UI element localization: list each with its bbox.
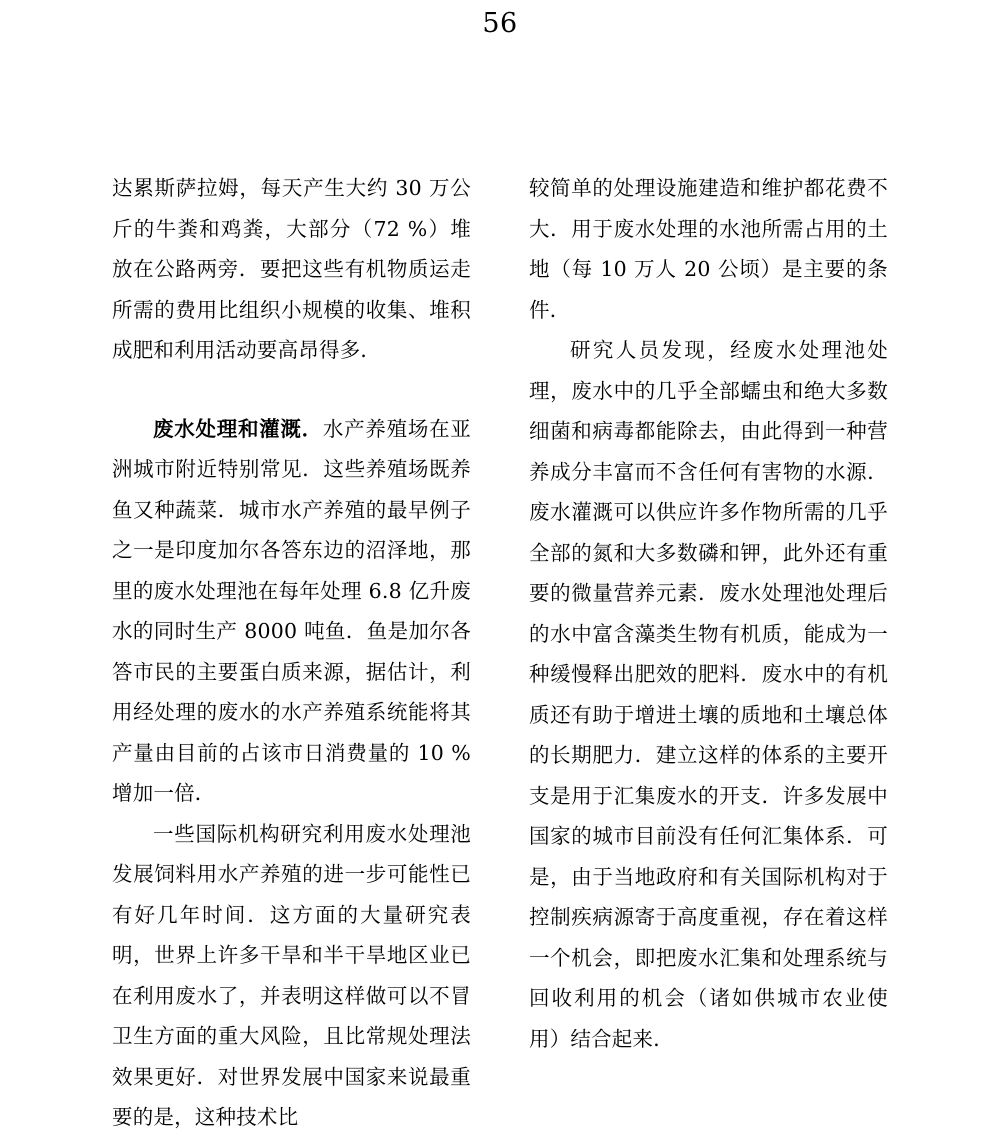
- right-column: [529, 168, 888, 1138]
- paragraph: 达累斯萨拉姆，每天产生大约 30 万公斤的牛粪和鸡粪，大部分（72 %）堆放在公路两旁．要把这些有机物质运走所需的费用比组织小规模的收集、堆积成肥和利用活动要高昂得多．: [112, 176, 471, 362]
- paragraph: 一些国际机构研究利用废水处理池发展饲料用水产养殖的进一步可能性已有好几年时间．这方面的大量研究表明，世界上许多干旱和半干旱地区业已在利用废水了，并表明这样做可以不冒卫生方面的重大风险，且比常规处理法效果更好．对世界发展中国家来说最重要的是，这种技术比: [112, 821, 471, 1129]
- paragraph: 研究人员发现，经废水处理池处理，废水中的几乎全部蠕虫和绝大多数细菌和病毒都能除去，由此得到一种营养成分丰富而不含任何有害物的水源．废水灌溉可以供应许多作物所需的几乎全部的氮和大多数磷和钾，此外还有重要的微量营养元素．废水处理池处理后的水中富含藻类生物有机质，能成为一种缓慢释出肥效的肥料．废水中的有机质还有助于增进土壤的质地和土壤总体的长期肥力．建立这样的体系的主要开支是用于汇集废水的开支．许多发展中国家的城市目前没有任何汇集体系．可是，由于当地政府和有关国际机构对于控制疾病源寄于高度重视，存在着这样一个机会，即把废水汇集和处理系统与回收利用的机会（诸如供城市农业使用）结合起来．: [529, 338, 888, 1051]
- paragraph: [112, 409, 471, 814]
- text-columns: [112, 168, 888, 1138]
- page-number: 56: [482, 8, 518, 39]
- left-column: [112, 168, 471, 1138]
- run-in-heading: 废水处理和灌溉．: [153, 416, 323, 441]
- paragraph: 较简单的处理设施建造和维护都花费不大．用于废水处理的水池所需占用的土地（每 10 万人 20 公顷）是主要的条件．: [529, 176, 888, 322]
- paragraph-text: 水产养殖场在亚洲城市附近特别常见．这些养殖场既养鱼又种蔬菜．城市水产养殖的最早例子之一是印度加尔各答东边的沼泽地，那里的废水处理池在每年处理 6.8 亿升废水的同时生产 8000 吨鱼．鱼是加尔各答市民的主要蛋白质来源，据估计，利用经处理的废水的水产养殖系统能将其产量由目前的占该市日消费量的 10 % 增加一倍．: [112, 416, 471, 805]
